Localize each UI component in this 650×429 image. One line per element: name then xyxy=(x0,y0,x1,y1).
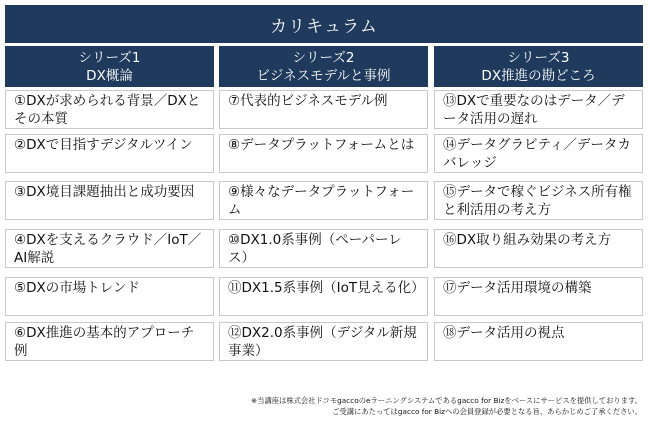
lesson-cell: ⑫DX2.0系事例（デジタル新規事業） xyxy=(219,322,428,361)
lesson-cell: ⑭データグラビティ／データカバレッジ xyxy=(434,134,643,173)
lesson-cell: ⑤DXの市場トレンド xyxy=(5,277,214,316)
lesson-cell: ②DXで目指すデジタルツイン xyxy=(5,134,214,173)
lesson-cell: ⑰データ活用環境の構築 xyxy=(434,277,643,316)
lesson-cell: ⑯DX取り組み効果の考え方 xyxy=(434,229,643,268)
lesson-cell: ④DXを支えるクラウド／IoT／AI解説 xyxy=(5,229,214,268)
series-3-number: シリーズ3 xyxy=(507,49,570,66)
footnote xyxy=(42,395,642,417)
series-2-number: シリーズ2 xyxy=(292,49,355,66)
lesson-cell: ⑱データ活用の視点 xyxy=(434,322,643,361)
footnote-line-1: ※当講座は株式会社ドコモgaccoのeラーニングシステムであるgacco for Bizをベースにサービスを提供しております。 xyxy=(251,396,642,405)
series-1-number: シリーズ1 xyxy=(78,49,141,66)
series-3-name: DX推進の勘どころ xyxy=(481,67,596,84)
series-1-name: DX概論 xyxy=(86,67,133,84)
lesson-cell: ⑪DX1.5系事例（IoT見える化） xyxy=(219,277,428,316)
series-2-name: ビジネスモデルと事例 xyxy=(256,67,391,84)
curriculum-title: カリキュラム xyxy=(5,5,643,43)
lesson-cell: ⑬DXで重要なのはデータ／データ活用の遅れ xyxy=(434,90,643,129)
lesson-cell: ⑥DX推進の基本的アプローチ例 xyxy=(5,322,214,361)
lesson-cell: ⑩DX1.0系事例（ペーパーレス） xyxy=(219,229,428,268)
footnote-line-2: ご受講にあたってはgacco for Bizへの会員登録が必要となる旨、あらかじめご了承ください。 xyxy=(332,407,642,416)
lesson-cell: ⑨様々なデータプラットフォーム xyxy=(219,181,428,220)
series-1-header xyxy=(5,46,214,87)
lesson-cell: ①DXが求められる背景／DXとその本質 xyxy=(5,90,214,129)
lesson-cell: ⑮データで稼ぐビジネス所有権と利活用の考え方 xyxy=(434,181,643,220)
lesson-cell: ⑦代表的ビジネスモデル例 xyxy=(219,90,428,129)
series-2-header xyxy=(219,46,428,87)
lesson-cell: ⑧データプラットフォームとは xyxy=(219,134,428,173)
lesson-cell: ③DX境目課題抽出と成功要因 xyxy=(5,181,214,220)
series-3-header xyxy=(434,46,643,87)
